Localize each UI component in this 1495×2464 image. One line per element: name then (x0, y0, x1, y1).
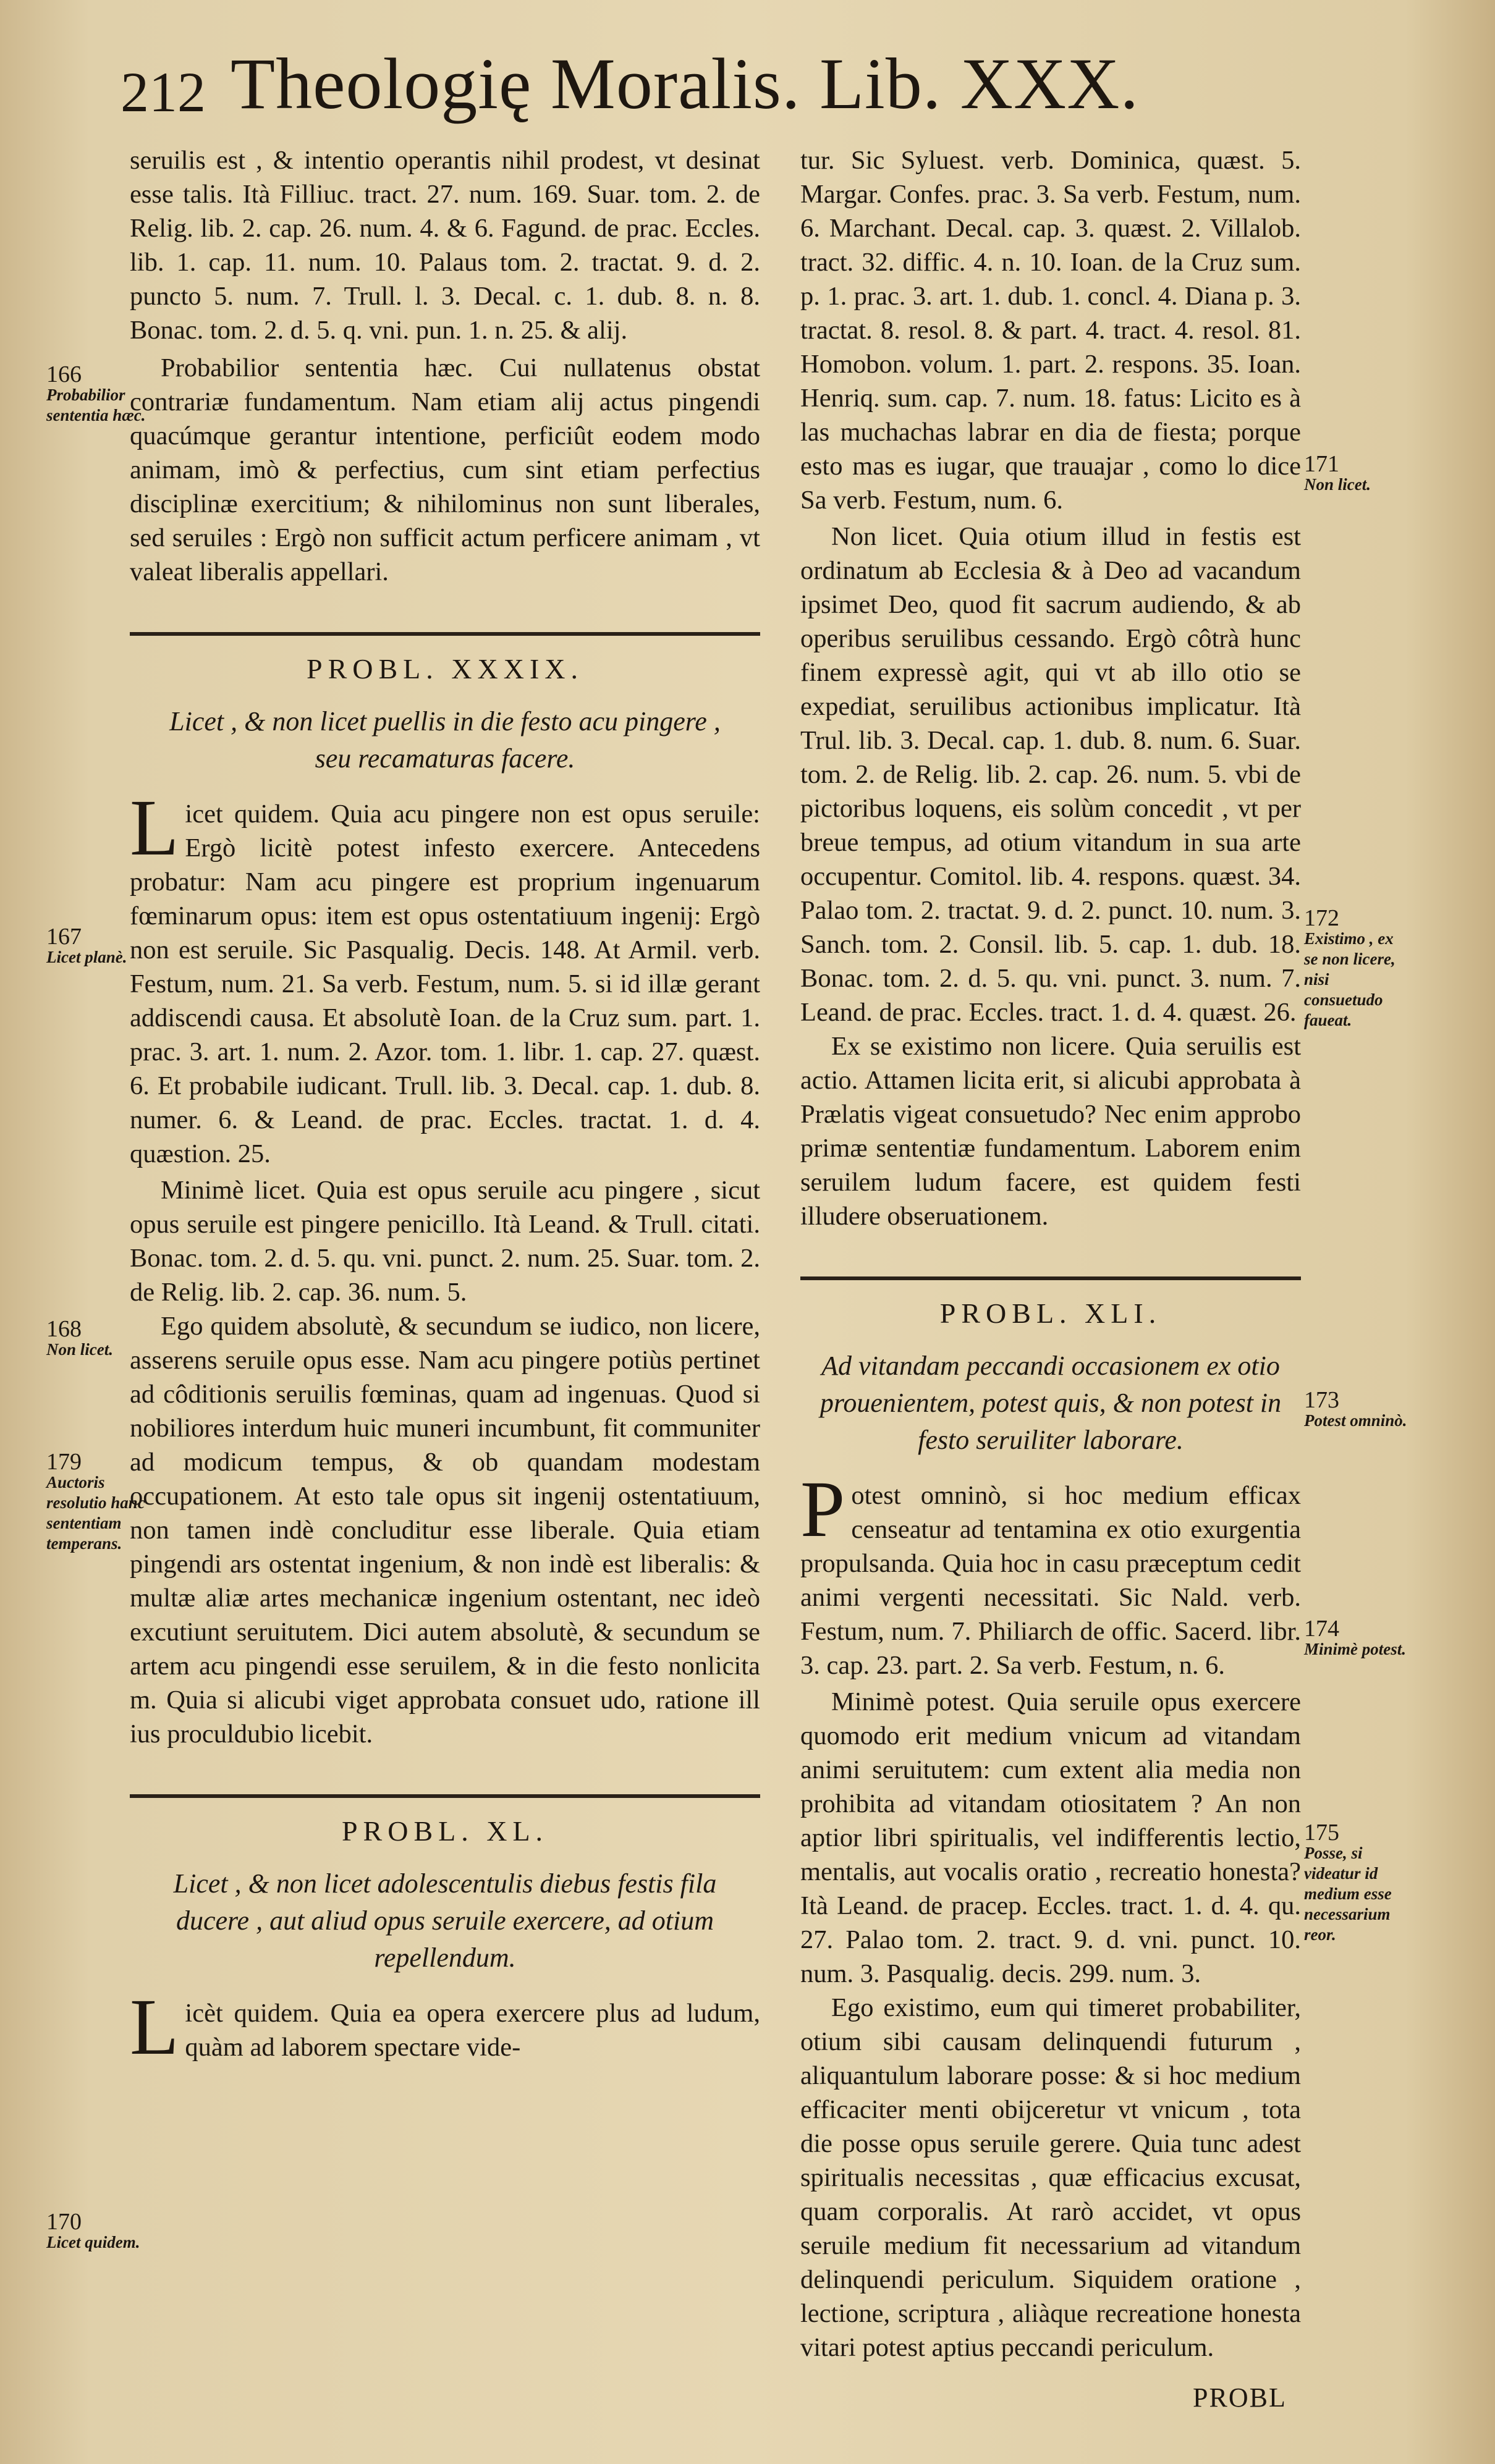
problem-40-heading: PROBL. XL. (341, 1815, 549, 1847)
margin-note-number: 172 (1304, 905, 1339, 931)
margin-note-168 (46, 1316, 151, 1360)
margin-note-text: Non licet. (1304, 475, 1371, 494)
paragraph-168: Minimè licet. Quia est opus seruile acu pingere , sicut opus seruile est pingere penicillo. Ità Leand. & Trull. citati. Bonac. tom. 2. d. 5. qu. vni. punct. 2. num. 25. Suar. tom. 2. de Relig. lib. 2. cap. 36. num. 5. (130, 1176, 760, 1307)
problem-41-heading: PROBL. XLI. (939, 1297, 1162, 1329)
right-column (800, 143, 1301, 2365)
margin-note-number: 174 (1304, 1616, 1339, 1642)
margin-note-171 (1304, 451, 1409, 495)
paragraph-continuation-right: tur. Sic Syluest. verb. Dominica, quæst. 5. Margar. Confes. prac. 3. Sa verb. Festum, num. 6. Marchant. Decal. cap. 3. quæst. 2. Villalob. tract. 32. diffic. 4. n. 10. Ioan. de la Cruz sum. p. 1. prac. 3. art. 1. dub. 1. concl. 4. Diana p. 3. tractat. 8. resol. 8. & part. 4. tract. 4. resol. 81. Homobon. volum. 1. part. 2. respons. 35. Ioan. Henriq. sum. cap. 7. num. 18. fatus: Licito es à las muchachas labrar en dia de fiesta; porque esto mas es iugar, que trauajar , como lo dice Sa verb. Festum, num. 6. (800, 146, 1301, 515)
paragraph-166: Probabilior sententia hæc. Cui nullatenus obstat contrariæ fundamentum. Nam etiam alij actus pingendi quacúmque gerantur intentione, perficiût eodem modo animam, imò & perfectius, cum sint etiam perfectius disciplinæ exercitium; & nihilominus non sunt liberales, sed seruiles : Ergò non sufficit actum perficere animam , vt valeat liberalis appellari. (130, 353, 760, 586)
paragraph-167-block (130, 783, 760, 1171)
margin-note-number: 167 (46, 924, 82, 950)
problem-41-title: Ad vitandam peccandi occasionem ex otio prouenientem, potest quis, & non potest in festo seruiliter laborare. (819, 1351, 1282, 1455)
section-rule (800, 1276, 1301, 1280)
paragraph-167: Licet quidem. Quia acu pingere non est opus seruile: Ergò licitè potest infesto exercere. Antecedens probatur: Nam acu pingere est proprium ingenuarum fœminarum opus: item est opus ostentatiuum ingenij: Ergò non est seruile. Sic Pasqualig. Decis. 148. At Armil. verb. Festum, num. 21. Sa verb. Festum, num. 5. si id illæ gerant addiscendi causa. Et absolutè Ioan. de la Cruz sum. part. 1. prac. 3. art. 1. num. 2. Azor. tom. 1. libr. 1. cap. 27. quæst. 6. Et probabile iudicant. Trull. lib. 3. Decal. cap. 1. dub. 8. numer. 6. & Leand. de prac. Eccles. tractat. 1. d. 4. quæstion. 25. (130, 783, 760, 1168)
paragraph-174: Minimè potest. Quia seruile opus exercere quomodo erit medium vnicum ad vitandam animi seruitutem: cum extent alia media non prohibita ad vitandam otiositatem ? An non aptior libri spiritualis, vel indifferentis lectio, mentalis, aut vocalis oratio , recreatio honesta? Ità Leand. de pracep. Eccles. tract. 1. d. 4. qu. 27. Palao tom. 2. tract. 9. d. vni. punct. 10. num. 3. Pasqualig. decis. 299. num. 3. (800, 1687, 1301, 1988)
problem-39-title: Licet , & non licet puellis in die festo acu pingere , seu recamaturas facere. (169, 706, 721, 774)
page-number: 212 (121, 61, 206, 124)
margin-note-text: Minimè potest. (1304, 1640, 1407, 1658)
margin-note-text: Licet planè. (46, 948, 127, 966)
margin-note-text: Existimo , ex se non licere, nisi consuetudo faueat. (1304, 929, 1395, 1029)
catchword: PROBL (1193, 2382, 1287, 2413)
paragraph-175: Ego existimo, eum qui timeret probabiliter, otium sibi causam delinquendi futurum , aliquantulum laborare posse: & si hoc medium efficaciter menti obijceretur vt vnicum , tota die posse opus seruile gerere. Quia tunc adest spiritualis necessitas , quæ efficacius excusat, quam corporalis. At rarò accidet, vt opus seruile medium fit necessarium ad vitandum delinquendi periculum. Siquidem oratione , lectione, scriptura , aliàque recreatione honesta vitari potest aptius peccandi periculum. (800, 1993, 1301, 2362)
margin-note-173 (1304, 1387, 1409, 1431)
page-header (121, 28, 1221, 124)
margin-note-text: Non licet. (46, 1340, 113, 1359)
paragraph-172: Ex se existimo non licere. Quia seruilis est actio. Attamen licita erit, si alicubi approbata à Prælatis vigeat consuetudo? Nec enim approbo primæ sententiæ fundamentum. Laborem enim seruilem ludum facere, est quidem festi illudere obseruationem. (800, 1032, 1301, 1231)
paragraph-179: Ego quidem absolutè, & secundum se iudico, non licere, asserens seruile opus esse. Nam acu pingere potiùs pertinet ad côditionis seruilis fœminas, quam ad ingenuas. Quod si nobiliores interdum huic muneri incumbunt, fit communiter ad modicum tempus, & ob quandam modestam occupationem. At esto tale opus sit ingenij ostentatiuum, non tamen indè concluditur esse liberale. Quia etiam pingendi ars ostentat ingenium, & non indè est liberalis: & multæ aliæ artes mechanicæ ingenium ostentant, nec ideò excutiunt seruitutem. Dici autem absolutè, & secundum se artem acu pingendi esse seruilem, & in die festo nonlicita m. Quia si alicubi viget approbata consuet udo, ratione ill ius proculdubio licebit. (130, 1312, 760, 1749)
problem-40-title: Licet , & non licet adolescentulis diebus festis fila ducere , aut aliud opus seruile exercere, ad otium repellendum. (173, 1868, 717, 1973)
margin-note-number: 171 (1304, 451, 1339, 477)
paragraph-170: Licèt quidem. Quia ea opera exercere plus ad ludum, quàm ad laborem spectare vide- (130, 1983, 760, 2072)
margin-note-number: 168 (46, 1316, 82, 1342)
left-column (130, 143, 760, 2072)
margin-note-text: Probabilior sententia hæc. (46, 386, 146, 424)
margin-note-172 (1304, 905, 1409, 1031)
margin-note-166 (46, 361, 151, 426)
paragraph-continuation: seruilis est , & intentio operantis nihil prodest, vt desinat esse talis. Ità Filliuc. tract. 27. num. 169. Suar. tom. 2. de Relig. lib. 2. cap. 26. num. 4. & 6. Fagund. de prac. Eccles. lib. 1. cap. 11. num. 10. Palaus tom. 2. tractat. 9. d. 2. puncto 5. num. 7. Trull. l. 3. Decal. c. 1. dub. 8. n. 8. Bonac. tom. 2. d. 5. q. vni. pun. 1. n. 25. & alij. (130, 146, 760, 345)
margin-note-174 (1304, 1616, 1409, 1660)
section-rule (130, 1794, 760, 1798)
margin-note-text: Auctoris resolutio hanc sententiam temperans. (46, 1473, 145, 1553)
margin-note-number: 170 (46, 2209, 82, 2235)
paragraph-170-block (130, 1983, 760, 2072)
paragraph-173-block (800, 1465, 1301, 1682)
margin-note-number: 166 (46, 361, 82, 387)
margin-note-167 (46, 924, 151, 968)
problem-39-heading: PROBL. XXXIX. (307, 653, 583, 685)
section-rule (130, 632, 760, 636)
margin-note-179 (46, 1449, 151, 1554)
margin-note-number: 179 (46, 1449, 82, 1475)
running-title: Theologię Moralis. Lib. XXX. (231, 43, 1139, 124)
paragraph-173: Potest omninò, si hoc medium efficax censeatur ad tentamina ex otio exurgentia propulsanda. Quia hoc in casu præceptum cedit animi vergenti necessitati. Sic Nald. verb. Festum, num. 7. Philiarch de offic. Sacerd. libr. 3. cap. 23. part. 2. Sa verb. Festum, n. 6. (800, 1465, 1301, 1680)
margin-note-175 (1304, 1820, 1409, 1945)
margin-note-text: Posse, si videatur id medium esse necessarium reor. (1304, 1844, 1392, 1944)
paragraph-171: Non licet. Quia otium illud in festis est ordinatum ab Ecclesia & à Deo ad vacandum ipsimet Deo, quod fit sacrum audiendo, & ab operibus seruilibus cessando. Ergò côtrà hunc finem expressè agit, qui vt ab illo otio se expediat, seruilibus actionibus implicatur. Ità Trul. lib. 3. Decal. cap. 1. dub. 8. num. 6. Suar. tom. 2. de Relig. lib. 2. cap. 26. num. 5. vbi de pictoribus loquens, eis solùm concedit , vt per breue tempus, ad otium vitandum in sua arte occupentur. Comitol. lib. 4. respons. quæst. 34. Palao tom. 2. tractat. 9. d. 2. punct. 10. num. 3. Sanch. tom. 2. Consil. lib. 5. cap. 1. dub. 18. Bonac. tom. 2. d. 5. qu. vni. punct. 3. num. 7. Leand. de prac. Eccles. tract. 1. d. 4. quæst. 26. (800, 522, 1301, 1027)
margin-note-170 (46, 2209, 151, 2253)
margin-note-number: 175 (1304, 1820, 1339, 1846)
margin-note-text: Potest omninò. (1304, 1411, 1407, 1430)
margin-note-text: Licet quidem. (46, 2233, 140, 2251)
margin-note-number: 173 (1304, 1387, 1339, 1413)
